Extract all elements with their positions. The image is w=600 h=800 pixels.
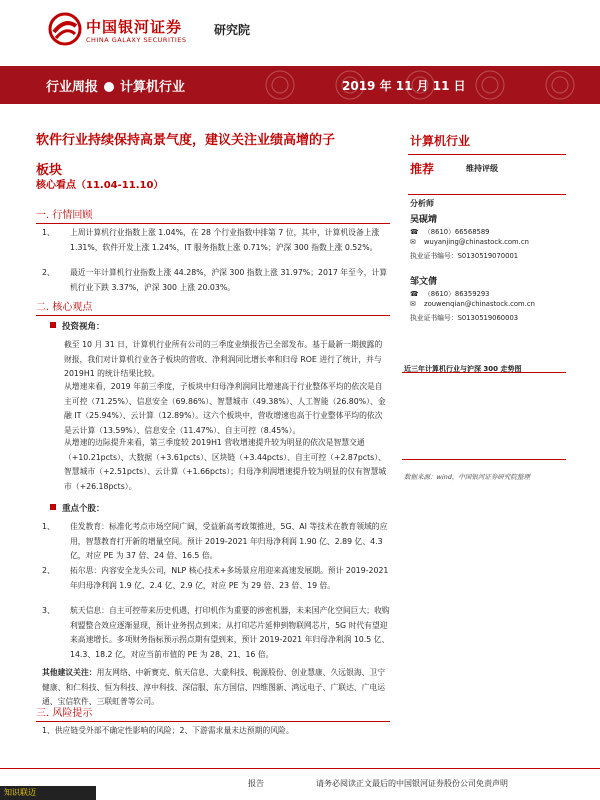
- other-recommendations-label: 其他建议关注：: [42, 668, 97, 677]
- report-date: 2019 年 11 月 11 日: [342, 79, 466, 93]
- report-type: 行业周报: [46, 80, 99, 95]
- risk-text: 1、供应链受外部不确定性影响的风险；2、下游需求量未达预期的风险。: [42, 726, 294, 735]
- logo-english: CHINA GALAXY SECURITIES: [86, 36, 187, 44]
- footer-disclaimer: 请务必阅读正文最后的中国银河证券股份公司免责声明: [316, 779, 508, 788]
- analyst-label: 分析师: [410, 199, 434, 208]
- logo-chinese: 中国银河证券: [86, 18, 183, 36]
- rating: 推荐: [410, 162, 435, 176]
- focus-num-1: 1、: [42, 522, 55, 531]
- analyst-name-1: 吴砚靖: [410, 215, 438, 225]
- analyst-email-2[interactable]: ✉ zouwenqian@chinastock.com.cn: [410, 300, 535, 308]
- invest-para-2: 从增速来看，2019 年前三季度，子板块中归母净利润同比增速高于行业整体平均的依次是自主可控（71.25%）、信息安全（69.86%）、智慧城市（49.38%）、人工智能（26.80%）、金融 IT（25.94%）、云计算（12.89%）。这六个板块中，营收增速也高于行业整体平均的依次是云计算（13.59%）、信息安全（11.47%）、自主可控（8.45%）。: [64, 382, 386, 435]
- analyst-cert-1: 执业证书编号：S0130519070001: [410, 252, 519, 260]
- focus-stocks-label: 重点个股：: [62, 504, 105, 514]
- invest-view-heading: [50, 320, 105, 332]
- title-line-2: 板块: [36, 163, 63, 178]
- invest-view-label: 投资视角：: [62, 322, 105, 332]
- section-market-review: 一. 行情回顾: [36, 206, 390, 224]
- focus-text-3: 航天信息：自主可控带来历史机遇，打印机作为重要的涉密机器，未来国产化空间巨大；收购利盟整合效应逐渐显现，预计业务拐点到来；从打印芯片延伸到物联网芯片，5G 时代有望迎来高速增长。多项财务指标预示拐点期有望到来，预计 2019-2021 年归母净利润 10.5 亿、14.3、18.2 亿，对应当前市值的 PE 为 28、21、16 倍。: [70, 606, 390, 659]
- phone-icon: ☎: [410, 290, 419, 298]
- other-recommendations-text: 用友网络、中新赛克、航天信息、大豪科技、税源股份、创业慧康、久远银海、卫宁健康、和仁科技、恒为科技、淳中科技、深信服、东方国信、四维图新、鸿远电子、广联达、广电运通、宝信软件、三联虹普等公司。: [42, 668, 386, 706]
- section-risk: 三. 风险提示: [36, 704, 390, 722]
- focus-item: [42, 604, 390, 662]
- focus-item: [42, 520, 390, 564]
- galaxy-logo-icon: [48, 12, 82, 46]
- invest-para-3: 从增速的边际提升来看，第三季度较 2019H1 营收增速提升较为明显的依次是智慧交通（+10.21pcts）、大数据（+3.61pcts）、区块链（+3.44pcts）、自主可控（+2.87pcts）、智慧城市（+2.51pcts）、云计算（+1.66pcts）；归母净利润增速提升较为明显的仅有智慧城市（+26.18pcts）。: [64, 438, 387, 491]
- title-line-1: 软件行业持续保持高景气度，建议关注业绩高增的子: [36, 133, 336, 148]
- bullet-dot-icon: [104, 82, 114, 92]
- analyst-email-1[interactable]: ✉ wuyanjing@chinastock.com.cn: [410, 238, 529, 246]
- focus-text-2: 拓尔思：内容安全龙头公司，NLP 核心技术+多场景应用迎来高速发展期。预计 2019-2021 年归母净利润 1.9 亿、2.4 亿、2.9 亿，对应 PE 为 29 倍、23 倍、19 倍。: [70, 566, 389, 590]
- review-item: [42, 266, 390, 295]
- footer-left-text: 报告: [248, 779, 264, 788]
- analyst-name-2: 邹文倩: [410, 277, 438, 287]
- email-icon: ✉: [410, 300, 416, 308]
- sidebar-sector: 计算机行业: [410, 134, 471, 148]
- review-num-2: 2、: [42, 268, 55, 277]
- review-text-2: 最近一年计算机行业指数上涨 44.28%，沪深 300 指数上涨 31.97%；2017 年至今，计算机行业下跌 3.37%，沪深 300 上涨 20.03%。: [70, 268, 388, 292]
- email-icon: ✉: [410, 238, 416, 246]
- rating-note: 维持评级: [466, 164, 498, 173]
- review-num-1: 1、: [42, 228, 55, 237]
- bullet-square-icon: [50, 322, 56, 328]
- watermark-badge: 知识联迈: [0, 786, 96, 800]
- focus-num-2: 2、: [42, 566, 55, 575]
- phone-icon: ☎: [410, 228, 419, 236]
- chart-title: 近三年计算机行业与沪深 300 走势图: [404, 365, 522, 373]
- trend-chart-placeholder: [402, 372, 566, 460]
- other-recommendations: [42, 666, 390, 710]
- institute-label: 研究院: [214, 23, 251, 37]
- sidebar-divider: [408, 154, 566, 155]
- review-text-1: 上周计算机行业指数上涨 1.04%，在 28 个行业指数中排第 7 位，其中，计算机设备上涨 1.31%，软件开发上涨 1.24%，IT 服务指数上涨 0.71%；沪深 300 指数上涨 0.52%。: [70, 228, 380, 252]
- banner-report-type: [46, 76, 185, 95]
- focus-item: [42, 564, 390, 593]
- focus-num-3: 3、: [42, 606, 55, 615]
- banner-sector: 计算机行业: [120, 80, 186, 95]
- analyst-phone-2: ☎ （8610）86359293: [410, 290, 490, 298]
- focus-text-1: 佳发教育：标准化考点市场空间广阔，受益新高考政策推进，5G、AI 等技术在教育领域的应用，智慧教育打开新的增量空间。预计 2019-2021 年归母净利润 1.90 亿、2.89 亿、4.3 亿，对应 PE 为 37 倍、24 倍、16.5 倍。: [70, 522, 388, 560]
- footer-divider: [0, 768, 600, 769]
- core-points-heading: 核心看点（11.04-11.10）: [36, 180, 164, 191]
- section-core-views: 二. 核心观点: [36, 298, 390, 316]
- review-item: [42, 226, 390, 255]
- bullet-square-icon: [50, 504, 56, 510]
- brand-logo: [48, 12, 268, 48]
- focus-stocks-heading: [50, 502, 105, 514]
- report-banner: [0, 66, 600, 104]
- chart-source: 数据来源：wind，中国银河证券研究院整理: [404, 473, 530, 481]
- analyst-cert-2: 执业证书编号：S0130519060003: [410, 314, 519, 322]
- analyst-phone-1: ☎ （8610）66568589: [410, 228, 490, 236]
- sidebar-divider: [408, 194, 566, 195]
- invest-para-1: 截至 10 月 31 日，计算机行业所有公司的三季度业绩报告已全部发布。基于最新一期披露的财报，我们对计算机行业各子板块的营收、净利润同比增长率和归母 ROE 进行了统计，并与 2019H1 的统计结果比较。: [64, 340, 383, 378]
